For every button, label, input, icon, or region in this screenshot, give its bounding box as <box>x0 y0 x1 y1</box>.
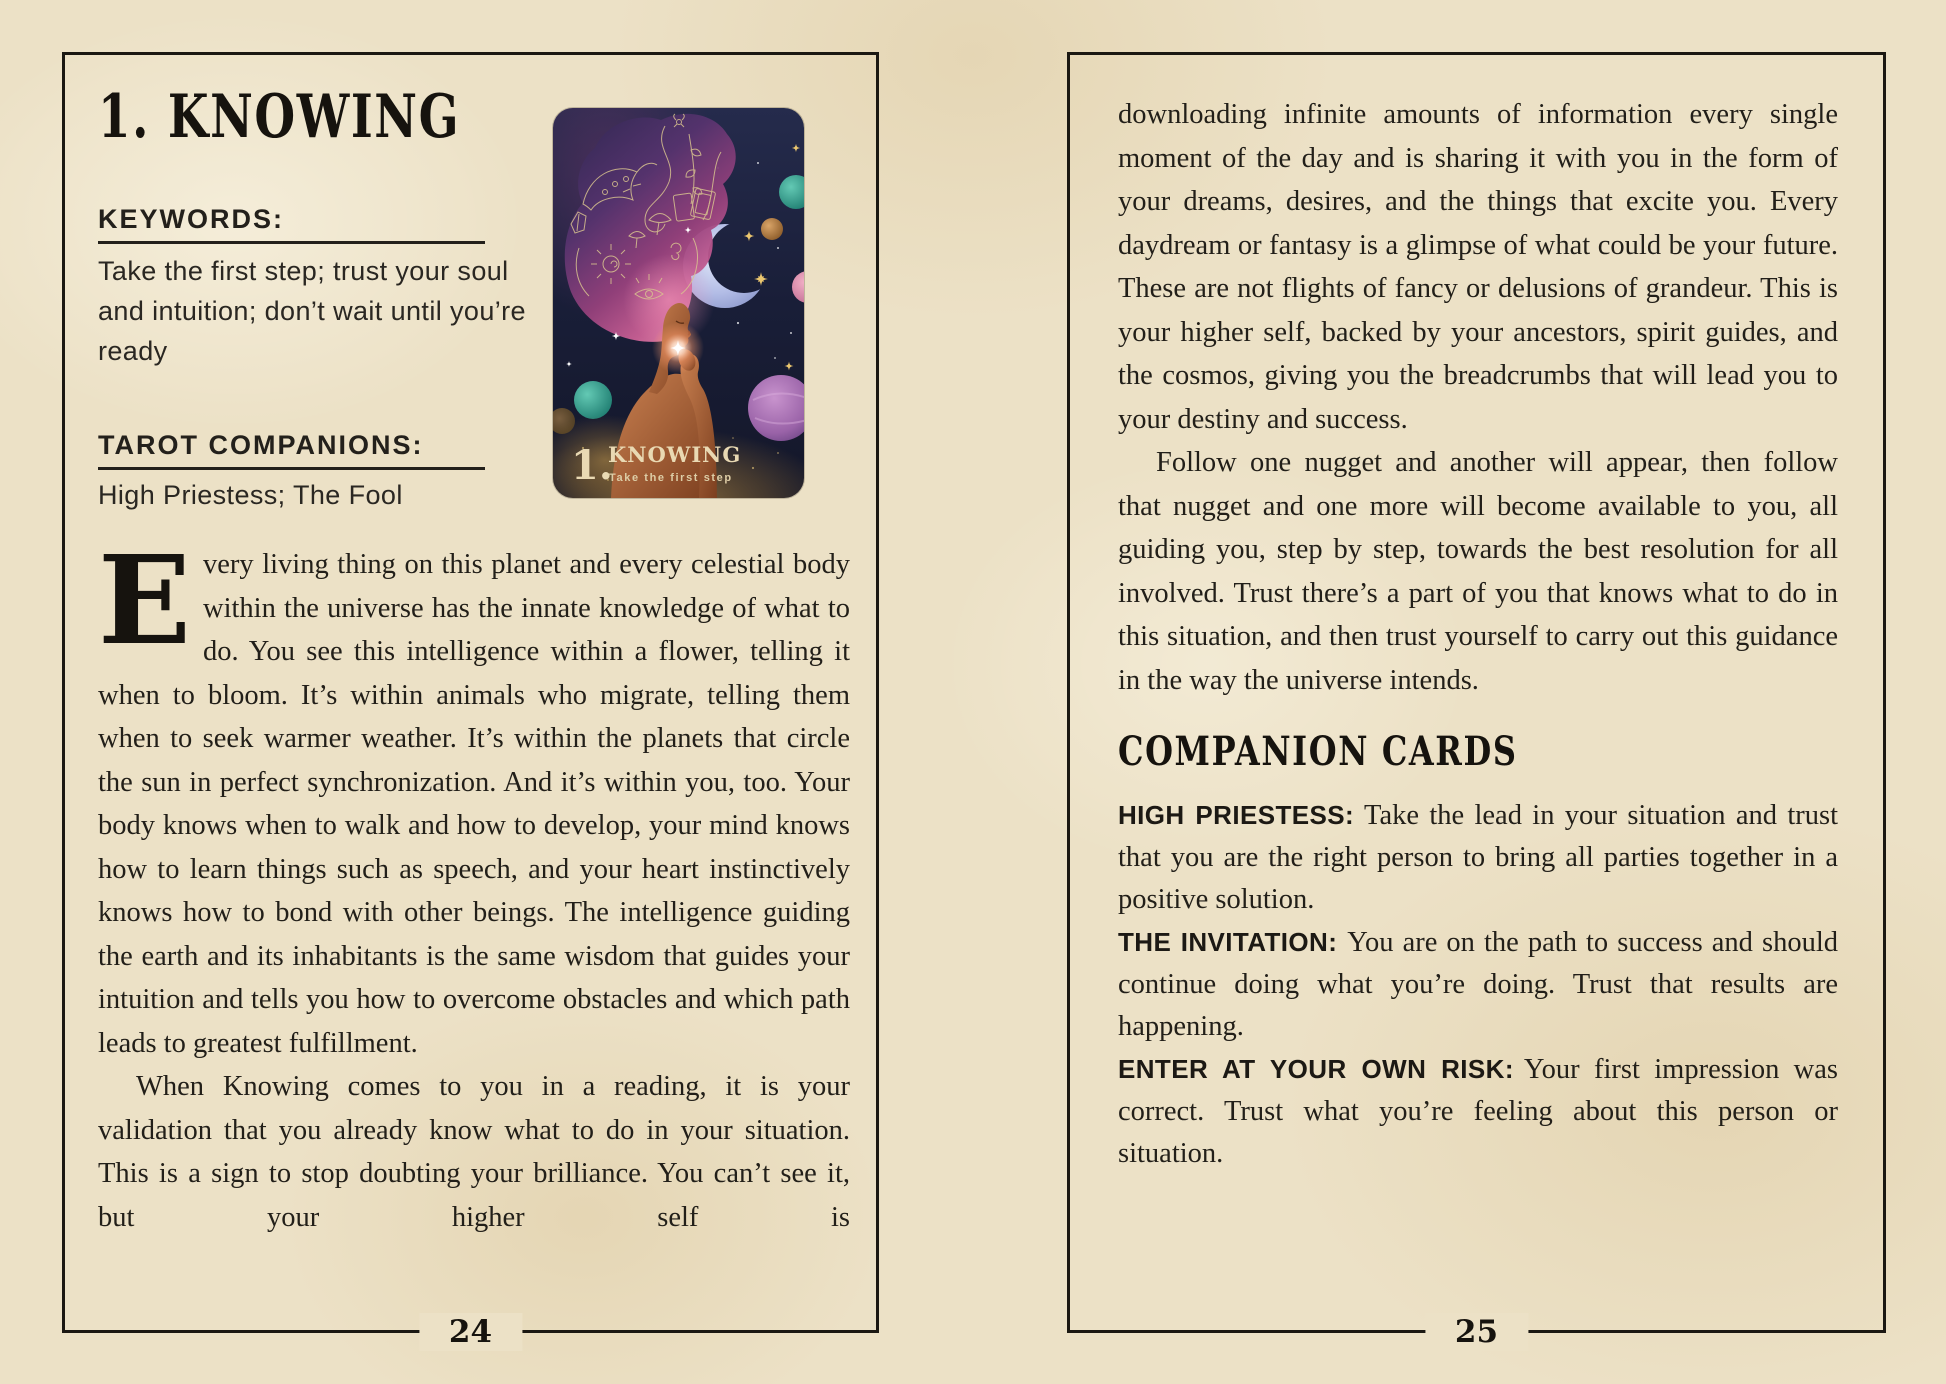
companion-entry <box>1118 794 1838 921</box>
card-number: 1. <box>571 442 613 489</box>
companion-entry <box>1118 921 1838 1048</box>
glowing-star <box>652 322 704 374</box>
page-number-right: 25 <box>1425 1313 1528 1351</box>
tarot-companions-text: High Priestess; The Fool <box>98 480 403 510</box>
companion-cards-heading <box>1118 702 1838 794</box>
paragraph: Follow one nugget and another will appear, then follow that nugget and one more will become available to you, all guiding you, step by step, towards the best resolution for all involved. Trust there’s a part of you that knows what to do in this situation, and then trust yourself to carry out this guidance in the way the universe intends. <box>1118 447 1838 696</box>
left-body-text <box>98 528 850 1239</box>
planet-bronze <box>761 218 783 240</box>
card-title: KNOWING <box>608 442 742 467</box>
tarot-companions-heading: TAROT COMPANIONS: <box>98 429 485 470</box>
companion-label: HIGH PRIESTESS: <box>1118 800 1355 830</box>
planet-teal-small <box>574 381 612 419</box>
page-number-left: 24 <box>419 1313 522 1351</box>
paragraph: When Knowing comes to you in a reading, it is your validation that you already know what to do in your situation. This is a sign to stop doubting your brilliance. You can’t see it, but your higher self is <box>98 1071 850 1233</box>
right-body-text <box>1070 55 1883 1330</box>
companion-label: THE INVITATION: <box>1118 927 1338 957</box>
card-illustration <box>553 108 804 498</box>
drop-cap: E <box>98 528 191 672</box>
paragraph <box>98 528 850 1065</box>
companion-entry <box>1118 1048 1838 1175</box>
chapter-title <box>98 82 562 152</box>
oracle-card-image <box>553 108 804 498</box>
keywords-heading: KEYWORDS: <box>98 203 485 244</box>
chapter-title-text: 1. KNOWING <box>98 82 461 152</box>
companion-text: Take the lead in your situation and trust that you are the right person to bring all parties together in a positive solution. <box>1118 800 1838 915</box>
paragraph: downloading infinite amounts of information every single moment of the day and is sharing it with you in the form of your dreams, desires, and the things that excite you. Every daydream or fantasy is a glimpse of what could be your future. These are not flights of fancy or delusions of grandeur. This is your higher self, backed by your ancestors, spirit guides, and the cosmos, giving you the breadcrumbs that will lead you to your destiny and success. <box>1118 99 1838 435</box>
companion-label: ENTER AT YOUR OWN RISK: <box>1118 1054 1514 1084</box>
card-subtitle: Take the first step <box>609 472 733 484</box>
page-right <box>1067 52 1886 1350</box>
companion-text: Your first impression was correct. Trust what you’re feeling about this person or situation. <box>1118 1054 1838 1169</box>
keywords-text: Take the first step; trust your soul and intuition; don’t wait until you’re ready <box>98 256 526 366</box>
page-left <box>62 52 879 1350</box>
paragraph-text: very living thing on this planet and every celestial body within the universe has the innate knowledge of what to do. You see this intelligence within a flower, telling it when to bloom. It’s within animals who migrate, telling them when to seek warmer weather. It’s within the planets that circle the sun in perfect synchronization. And it’s within you, too. Your body knows when to walk and how to develop, your mind knows how to learn things such as speech, and your heart instinctively knows how to bond with other beings. The intelligence guiding the earth and its inhabitants is the same wisdom that guides your intuition and tells you how to overcome obstacles and which path leads to greatest fulfillment. <box>98 549 850 1059</box>
companion-cards-heading-text: COMPANION CARDS <box>1118 728 1518 775</box>
card-caption <box>571 442 741 489</box>
companion-text: You are on the path to success and should continue doing what you’re doing. Trust that results are happening. <box>1118 927 1838 1042</box>
